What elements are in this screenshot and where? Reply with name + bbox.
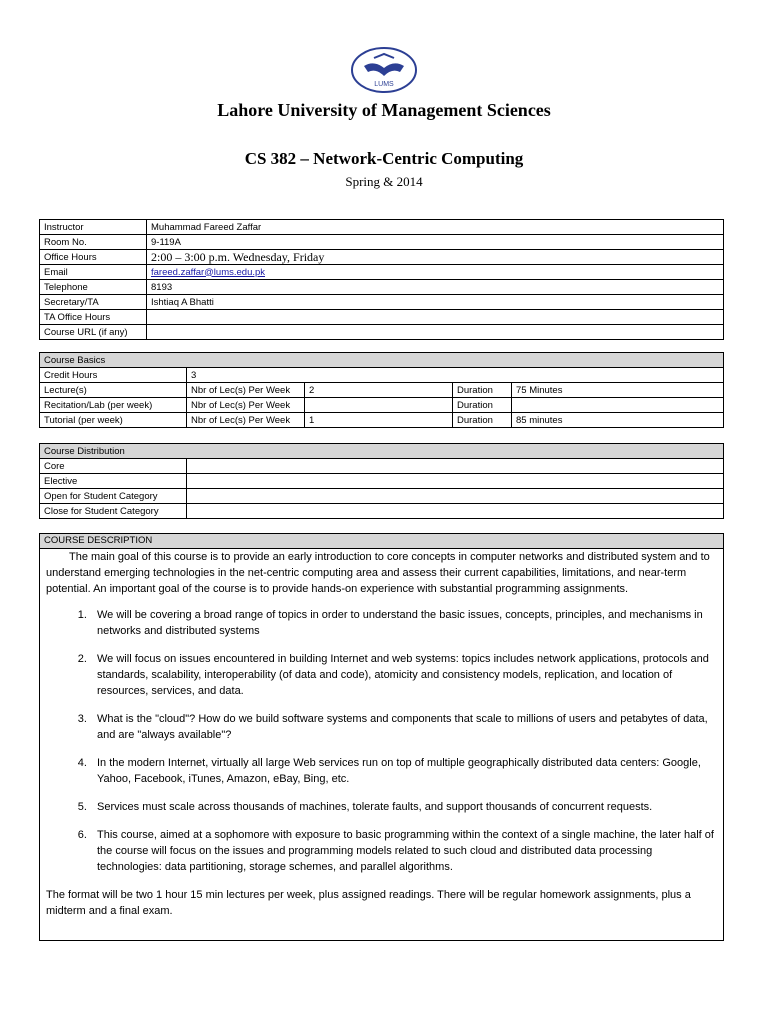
- table-row: [40, 250, 724, 265]
- nbr-label: Nbr of Lec(s) Per Week: [187, 383, 305, 398]
- table-row: [40, 235, 724, 250]
- course-description: [39, 533, 724, 941]
- info-value: [147, 325, 724, 340]
- table-row: [40, 474, 724, 489]
- info-label: Telephone: [40, 280, 147, 295]
- course-title: CS 382 – Network-Centric Computing: [244, 149, 524, 168]
- description-intro: The main goal of this course is to provide an early introduction to core concepts in computer networks and distributed system and to understand emerging technologies in the net-centric computing area and assess their current capabilities, limitations, and near-term potential. An important goal of the course is to provide hands-on experience with substantial programming assignments.: [46, 551, 710, 595]
- table-row: [40, 280, 724, 295]
- table-row: [40, 265, 724, 280]
- table-row: [40, 413, 724, 428]
- distribution-value: [187, 459, 724, 474]
- distribution-value: [187, 474, 724, 489]
- email-link[interactable]: fareed.zaffar@lums.edu.pk: [151, 266, 266, 278]
- table-row: [40, 383, 724, 398]
- table-row: [40, 368, 724, 383]
- lums-logo: [350, 46, 418, 94]
- nbr-label: Nbr of Lec(s) Per Week: [187, 413, 305, 428]
- nbr-value: 2: [305, 383, 453, 398]
- distribution-label: Close for Student Category: [40, 504, 187, 519]
- section-header: Course Distribution: [40, 444, 724, 459]
- section-header: COURSE DESCRIPTION: [40, 534, 723, 549]
- info-label: Instructor: [40, 220, 147, 235]
- list-item: 1. We will be covering a broad range of topics in order to understand the basic issues, concepts, principles, and mechanisms in networks and distributed systems: [90, 607, 717, 639]
- topic-list: [46, 607, 717, 875]
- list-item: 4. In the modern Internet, virtually all large Web services run on top of multiple geographically distributed data centers: Google, Yahoo, Facebook, iTunes, Amazon, eBay, Bing, etc.: [90, 755, 717, 787]
- table-row: [40, 295, 724, 310]
- distribution-label: Elective: [40, 474, 187, 489]
- distribution-label: Open for Student Category: [40, 489, 187, 504]
- info-value: 2:00 – 3:00 p.m. Wednesday, Friday: [147, 250, 724, 265]
- logo-text: LUMS: [374, 81, 394, 88]
- table-row: [40, 325, 724, 340]
- info-label: Course URL (if any): [40, 325, 147, 340]
- course-distribution-table: [39, 443, 724, 519]
- duration-label: Duration: [453, 383, 512, 398]
- info-value: [147, 310, 724, 325]
- info-value: 8193: [147, 280, 724, 295]
- list-item: 5. Services must scale across thousands of machines, tolerate faults, and support thousands of concurrent requests.: [90, 799, 717, 815]
- credit-hours-value: 3: [187, 368, 724, 383]
- university-name: Lahore University of Management Sciences: [217, 100, 551, 120]
- info-label: Office Hours: [40, 250, 147, 265]
- duration-value: 75 Minutes: [512, 383, 724, 398]
- table-row: [40, 310, 724, 325]
- table-row: [40, 398, 724, 413]
- info-label: Room No.: [40, 235, 147, 250]
- table-row: [40, 459, 724, 474]
- instructor-info-table: [39, 219, 724, 340]
- info-value: Ishtiaq A Bhatti: [147, 295, 724, 310]
- info-label: Secretary/TA: [40, 295, 147, 310]
- table-row: [40, 489, 724, 504]
- nbr-value: 1: [305, 413, 453, 428]
- term: Spring & 2014: [345, 174, 423, 189]
- course-basics-table: [39, 352, 724, 428]
- distribution-value: [187, 504, 724, 519]
- info-value: Muhammad Fareed Zaffar: [147, 220, 724, 235]
- info-value: 9-119A: [147, 235, 724, 250]
- nbr-label: Nbr of Lec(s) Per Week: [187, 398, 305, 413]
- info-label: TA Office Hours: [40, 310, 147, 325]
- table-row: [40, 220, 724, 235]
- duration-value: 85 minutes: [512, 413, 724, 428]
- list-item: 3. What is the "cloud"? How do we build software systems and components that scale to millions of users and petabytes of data, and are "always available"?: [90, 711, 717, 743]
- info-label: Email: [40, 265, 147, 280]
- basics-label: Lecture(s): [40, 383, 187, 398]
- duration-label: Duration: [453, 413, 512, 428]
- section-header: Course Basics: [40, 353, 724, 368]
- distribution-label: Core: [40, 459, 187, 474]
- duration-value: [512, 398, 724, 413]
- basics-label: Credit Hours: [40, 368, 187, 383]
- basics-label: Recitation/Lab (per week): [40, 398, 187, 413]
- nbr-value: [305, 398, 453, 413]
- table-row: [40, 504, 724, 519]
- duration-label: Duration: [453, 398, 512, 413]
- basics-label: Tutorial (per week): [40, 413, 187, 428]
- list-item: 2. We will focus on issues encountered in building Internet and web systems: topics includes network applications, protocols and standards, scalability, interoperability (of data and code), atomicity and consistency models, replication, and location of resources, services, and data.: [90, 651, 717, 699]
- distribution-value: [187, 489, 724, 504]
- description-footer: The format will be two 1 hour 15 min lectures per week, plus assigned readings. There will be regular homework assignments, plus a midterm and a final exam.: [46, 889, 691, 917]
- list-item: 6. This course, aimed at a sophomore with exposure to basic programming within the context of a single machine, the later half of the course will focus on the issues and programming models related to such cloud and distributed data processing technologies: data partitioning, storage schemes, and parallel algorithms.: [90, 827, 717, 875]
